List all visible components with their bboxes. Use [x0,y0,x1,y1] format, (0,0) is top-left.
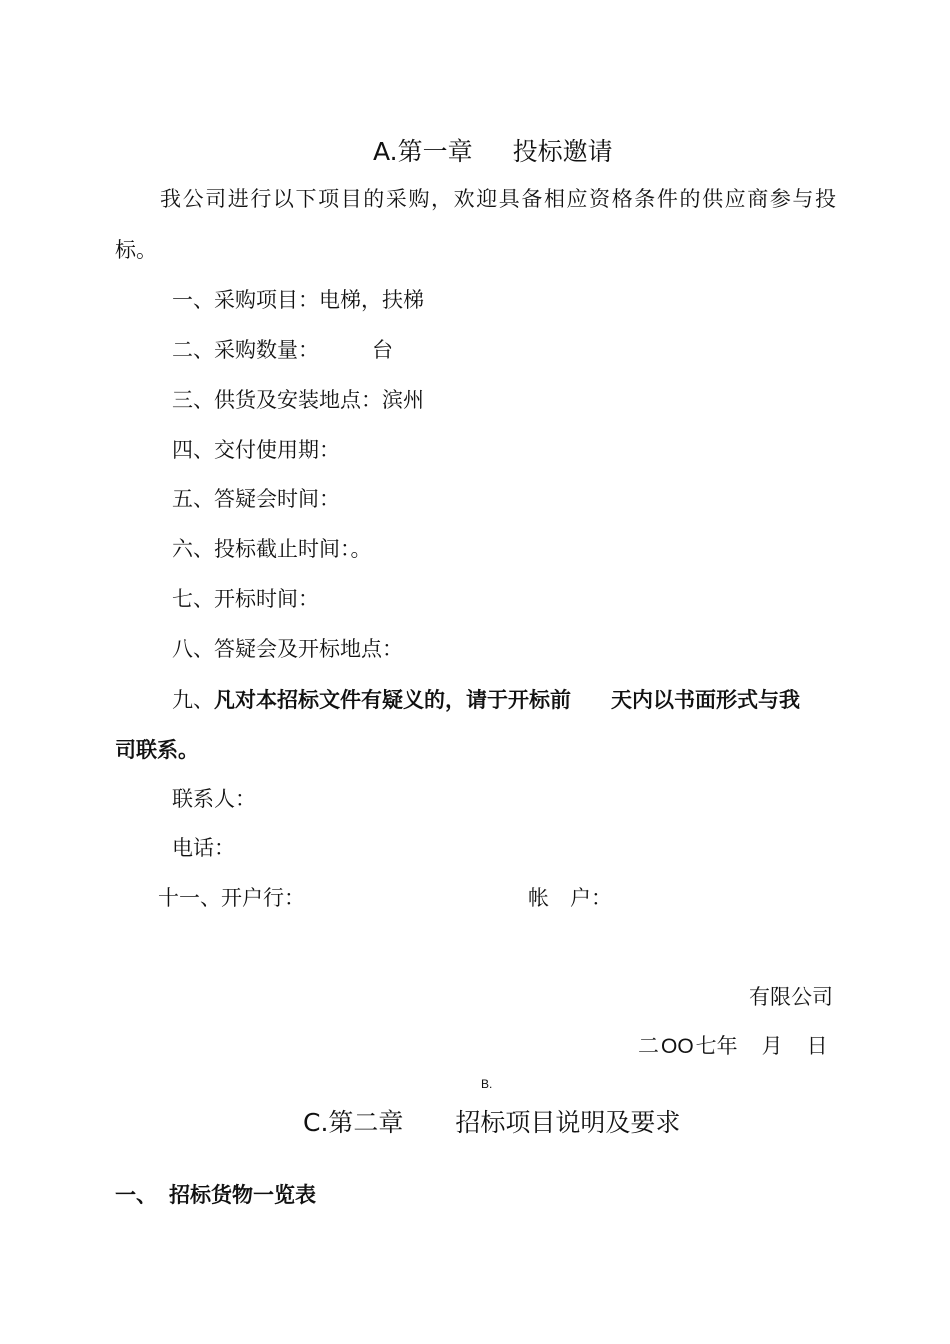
chapter-1-title [373,139,613,164]
phone: 电话： [172,836,235,860]
item-11-account: 帐 户： [528,886,612,910]
date-oo: OO [661,1035,694,1058]
date-prefix: 二 [638,1034,659,1058]
section-1-heading [115,1184,316,1205]
intro-line-1 [160,189,836,210]
section-1-title: 招标货物一览表 [169,1182,316,1207]
item-2-unit: 台 [372,338,393,362]
intro-line-2: 标。 [115,238,157,262]
item-3: 三、供货及安装地点：滨州 [172,388,424,412]
date-line [638,1036,828,1057]
item-2 [172,340,393,361]
item-9-line-2: 司联系。 [115,737,199,762]
item-5: 五、答疑会时间： [172,487,340,511]
section-1-number: 一、 [115,1182,157,1207]
chapter-1-text: 投标邀请 [512,137,613,166]
chapter-1-number: 第一章 [397,137,473,166]
marker-b: B. [481,1077,493,1091]
chapter-2-number: 第二章 [328,1108,404,1137]
date-day: 日 [806,1034,828,1058]
chapter-2-text: 招标项目说明及要求 [455,1108,681,1137]
item-8: 八、答疑会及开标地点： [172,637,403,661]
chapter-2-prefix: C. [303,1108,329,1137]
intro-line-1-text: 我公司进行以下项目的采购，欢迎具备相应资格条件的供应商参与投 [160,187,836,211]
item-11-bank: 十一、开户行： [158,886,305,910]
item-1: 一、采购项目：电梯，扶梯 [172,288,424,312]
company-name: 有限公司 [749,985,833,1009]
chapter-1-prefix: A. [373,137,398,166]
item-9-text-part-1: 凡对本招标文件有疑义的，请于开标前 [214,687,571,712]
item-6: 六、投标截止时间：。 [172,537,372,561]
chapter-2-title [303,1110,680,1135]
item-9-number: 九、 [172,688,214,712]
item-7: 七、开标时间： [172,587,319,611]
contact-person: 联系人： [172,787,256,811]
item-4: 四、交付使用期： [172,438,340,462]
item-9-text-part-2: 天内以书面形式与我 [611,687,800,712]
date-month: 月 [761,1034,783,1058]
item-2-label: 二、采购数量： [172,338,319,362]
date-year: 七年 [695,1034,738,1058]
item-9 [172,689,800,711]
